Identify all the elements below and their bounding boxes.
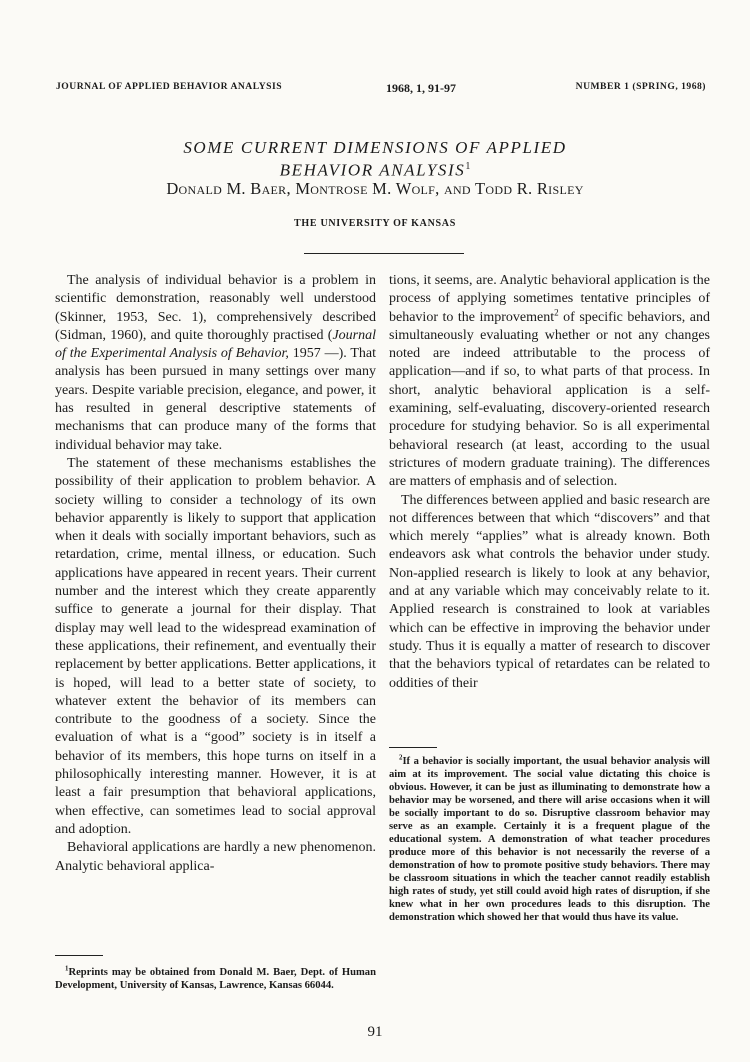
title-divider	[304, 253, 464, 254]
paragraph	[55, 272, 376, 455]
footnote-mark: 2	[399, 754, 403, 762]
footnote-mark: 1	[65, 965, 69, 973]
page-number: 91	[367, 1024, 383, 1040]
footnote-2	[389, 755, 710, 924]
author-list: Donald M. Baer, Montrose M. Wolf, and Todd R. Risley	[166, 179, 584, 198]
footnote-divider-left	[55, 955, 103, 956]
paragraph-text: The analysis of individual behavior is a problem in scientific demonstration, reasonably well understood (Skinner, 1953, Sec. 1), comprehensively described (Sidman, 1960), and quite thoroughly practised (	[55, 273, 376, 343]
paragraph-text: of specific behaviors, and simultaneously evaluating whether or not any changes noted are indeed attributable to the process of application—and if so, to what parts of that process. In short, analytic behavioral application is a self-examining, self-evaluating, discovery-oriented research procedure for studying behavior. So is all experimental behavioral research (at least, according to the usual strictures of modern graduate training). The differences are matters of emphasis and of selection.	[389, 309, 710, 490]
paragraph: Behavioral applications are hardly a new phenomenon. Analytic behavioral applica-	[55, 840, 376, 874]
paragraph-text: tions, it seems, are. Analytic behavioral application is the process of applying sometimes tentative principles of behavior to the improvement	[389, 273, 710, 325]
paragraph-text: 1957 —). That analysis has been pursued in many settings over many years. Despite variable precision, elegance, and power, it has resulted in general descriptive statements of mechanisms that can produce many of the forms that individual behavior may take.	[55, 346, 376, 453]
paragraph	[389, 272, 710, 492]
body-column-right	[389, 272, 710, 693]
running-header-journal: JOURNAL OF APPLIED BEHAVIOR ANALYSIS	[56, 81, 283, 92]
title-line-2	[0, 157, 750, 180]
footnote-body: Reprints may be obtained from Donald M. Baer, Dept. of Human Development, University of Kansas, Lawrence, Kansas 66044.	[55, 967, 376, 991]
title-line-2-text: BEHAVIOR ANALYSIS	[279, 160, 466, 180]
running-header-issue: NUMBER 1 (SPRING, 1968)	[575, 81, 706, 92]
footnote-divider-right	[389, 747, 437, 748]
title-footnote-mark: 1	[465, 161, 471, 172]
article-title	[0, 138, 750, 180]
affiliation: THE UNIVERSITY OF KANSAS	[294, 218, 456, 229]
title-line-1: SOME CURRENT DIMENSIONS OF APPLIED	[183, 138, 567, 157]
paragraph: The differences between applied and basic research are not differences between that which “discovers” and that which merely “applies” what is already known. Both endeavors ask what controls the behavior under study. Non-applied research is likely to look at any behavior, and at any variable which may conceivably relate to it. Applied research is constrained to look at variables which can be effective in improving the behavior under study. Thus it is equally a matter of research to discover that the behaviors typical of retardates can be related to oddities of their	[389, 492, 710, 691]
footnote-ref-2: 2	[554, 306, 559, 317]
body-column-left	[55, 272, 376, 876]
footnote-1	[55, 966, 376, 992]
footnote-text	[389, 755, 710, 924]
running-header-volume: 1968, 1, 91-97	[386, 81, 456, 95]
journal-citation: Journal of the Experimental Analysis of Behavior,	[55, 327, 376, 362]
footnote-body: If a behavior is socially important, the usual behavior analysis will aim at its improvement. The social value dictating this choice is obvious. However, it can be just as illuminating to demonstrate how a behavior may be worsened, and there will arise occasions when it will be socially important to do so. Disruptive classroom behavior may serve as an example. Certainly it is a frequent plague of the educational system. A demonstration of what teacher procedures produce more of this behavior is not necessarily the reverse of a demonstration of how to promote positive study behaviors. There may be classroom situations in which the teacher cannot readily establish high rates of study, yet still could avoid high rates of disruption, if she knew what in her own procedures leads to this disruption. The demonstration which showed her that would thus have its value.	[389, 756, 710, 923]
paragraph: The statement of these mechanisms establishes the possibility of their application to problem behavior. A society willing to consider a technology of its own behavior apparently is likely to support that application when it deals with socially important behaviors, such as retardation, crime, mental illness, or education. Such applications have appeared in recent years. Their current number and the interest which they create apparently suffice to generate a journal for their display. That display may well lead to the widespread examination of these applications, their refinement, and eventually their replacement by better applications. Better applications, it is hoped, will lead to a better state of society, to whatever extent the behavior of its members can contribute to the goodness of a society. Since the evaluation of what is a “good” society is in itself a behavior of its members, this hope turns on itself in a philosophically interesting manner. However, it is at least a fair presumption that behavioral applications, when effective, can sometimes lead to social approval and adoption.	[55, 455, 376, 837]
footnote-text	[55, 966, 376, 992]
